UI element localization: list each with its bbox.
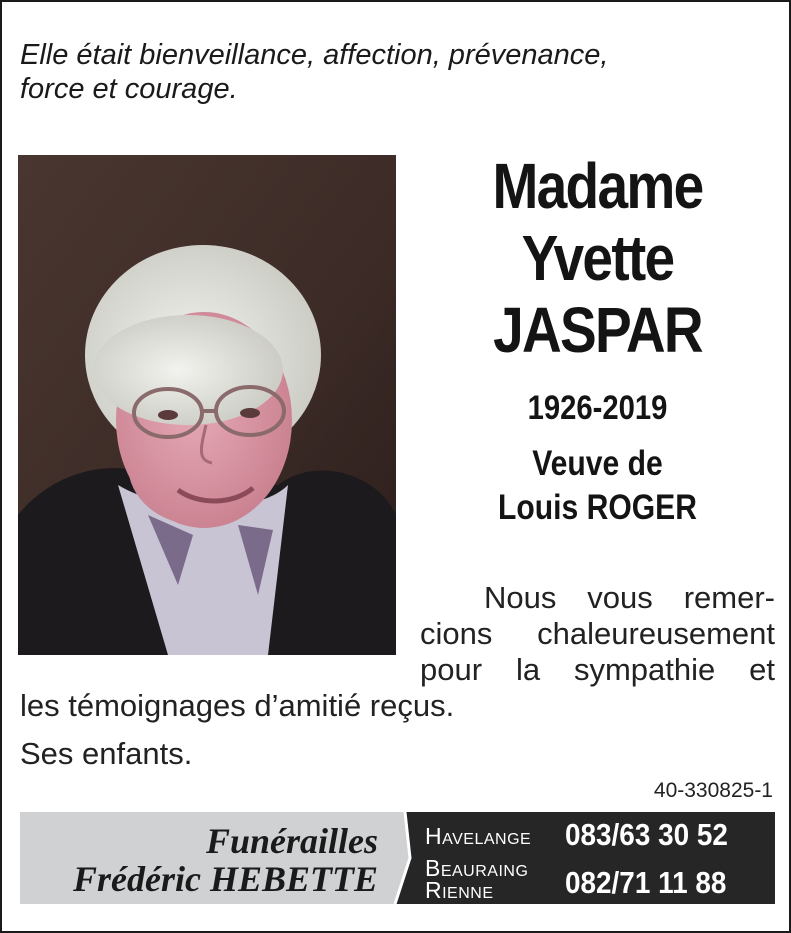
title: Madame [492,150,703,222]
thanks-line-4: les témoignages d’amitié reçus. [20,688,455,723]
epigraph [20,38,760,106]
location-havelange: Havelange [425,823,532,849]
first-name: Yvette [521,222,674,294]
funeral-home-banner [20,812,775,904]
epigraph-line-1: Elle était bienveillance, affection, prévenance, [20,39,609,71]
portrait-photo [18,155,396,655]
portrait-image [18,155,396,655]
thanks-message [420,580,775,688]
last-name: JASPAR [493,294,702,366]
thanks-line-1: Nous vous remer- [484,580,775,615]
funeral-home-name-line-1: Funérailles [205,821,378,861]
signature: Ses enfants. [20,736,193,771]
reference-number: 40-330825-1 [653,779,773,802]
life-years: 1926-2019 [527,389,668,427]
widow-line-1: Veuve de [532,444,663,483]
epigraph-line-2: force et courage. [20,73,238,105]
phone-havelange: 083/63 30 52 [565,817,728,852]
phone-beauraing-rienne: 082/71 11 88 [565,865,727,900]
funeral-home-name-line-2: Frédéric HEBETTE [73,859,378,899]
location-beauraing: Beauraing [425,855,529,881]
widow-line-2: Louis ROGER [497,488,698,527]
banner-divider [375,812,425,904]
location-rienne: Rienne [425,877,494,903]
thanks-line-3: pour la sympathie et [420,652,775,687]
thanks-line-2: cions chaleureusement [420,616,775,651]
funeral-home-name [20,822,378,898]
deceased-name-block [410,150,785,530]
